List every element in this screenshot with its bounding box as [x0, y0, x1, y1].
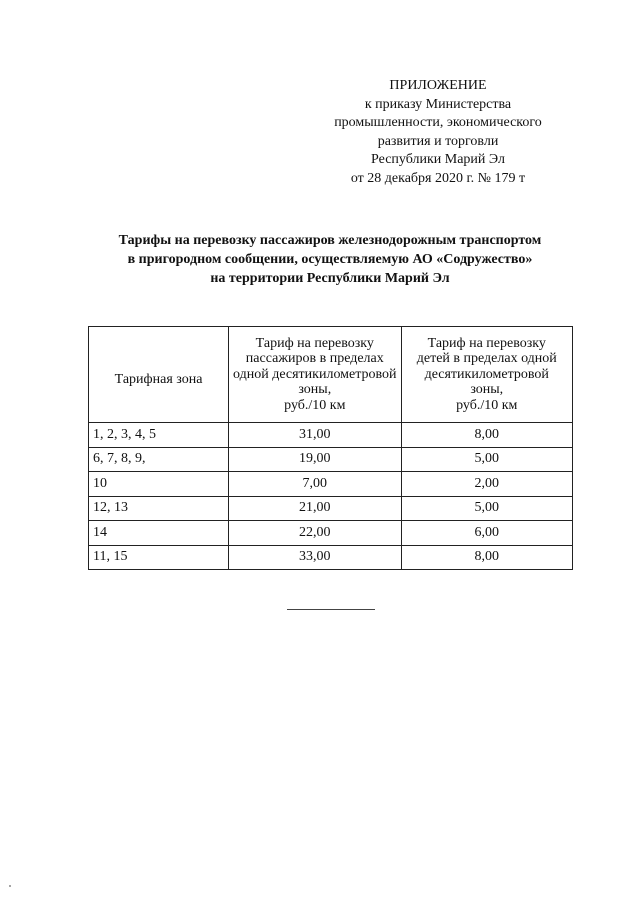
cell-child-tariff: 5,00 — [401, 447, 572, 472]
appendix-date-line: от 28 декабря 2020 г. № 179 т — [350, 170, 526, 186]
table-row — [89, 423, 573, 448]
header-tariff-zone: Тарифная зона — [89, 327, 229, 423]
header-line: руб./10 км — [456, 397, 518, 413]
cell-child-tariff: 6,00 — [401, 521, 572, 546]
table-row — [89, 521, 573, 546]
header-line: детей в пределах одной — [416, 351, 557, 367]
header-child-tariff — [401, 327, 572, 423]
header-line: Тариф на перевозку — [255, 335, 374, 351]
cell-adult-tariff: 22,00 — [229, 521, 401, 546]
table-row — [89, 447, 573, 472]
cell-zone: 14 — [89, 521, 229, 546]
header-line: руб./10 км — [284, 397, 346, 413]
cell-adult-tariff: 19,00 — [229, 447, 401, 472]
header-adult-tariff — [229, 327, 401, 423]
closing-divider — [287, 609, 375, 610]
appendix-block — [318, 77, 558, 189]
table-row — [89, 545, 573, 570]
appendix-line: Республики Марий Эл — [371, 152, 505, 168]
cell-child-tariff: 2,00 — [401, 472, 572, 497]
header-line: зоны, — [298, 382, 332, 398]
cell-adult-tariff: 21,00 — [229, 496, 401, 521]
cell-adult-tariff: 7,00 — [229, 472, 401, 497]
header-line: Тариф на перевозку — [427, 335, 546, 351]
cell-child-tariff: 8,00 — [401, 423, 572, 448]
title-line: Тарифы на перевозку пассажиров железнодорожным транспортом — [118, 233, 542, 248]
cell-zone: 12, 13 — [89, 496, 229, 521]
table-header-row — [89, 327, 573, 423]
cell-zone: 6, 7, 8, 9, — [89, 447, 229, 472]
header-line: десятикилометровой — [424, 366, 549, 382]
cell-zone: 10 — [89, 472, 229, 497]
document-title — [60, 231, 600, 288]
header-line: одной десятикилометровой — [233, 366, 397, 382]
appendix-line: развития и торговли — [377, 133, 499, 149]
appendix-heading: ПРИЛОЖЕНИЕ — [389, 78, 487, 93]
cell-zone: 11, 15 — [89, 545, 229, 570]
cell-adult-tariff: 31,00 — [229, 423, 401, 448]
scan-speck — [9, 885, 11, 887]
cell-adult-tariff: 33,00 — [229, 545, 401, 570]
header-line: пассажиров в пределах — [245, 351, 384, 367]
title-line: в пригородном сообщении, осуществляемую АО «Содружество» — [127, 252, 533, 267]
cell-child-tariff: 8,00 — [401, 545, 572, 570]
table-row — [89, 496, 573, 521]
cell-child-tariff: 5,00 — [401, 496, 572, 521]
title-line: на территории Республики Марий Эл — [210, 271, 450, 286]
table-row — [89, 472, 573, 497]
tariff-table — [88, 326, 573, 570]
appendix-line: к приказу Министерства — [364, 96, 512, 112]
cell-zone: 1, 2, 3, 4, 5 — [89, 423, 229, 448]
header-line: зоны, — [470, 382, 504, 398]
appendix-line: промышленности, экономического — [334, 115, 542, 131]
